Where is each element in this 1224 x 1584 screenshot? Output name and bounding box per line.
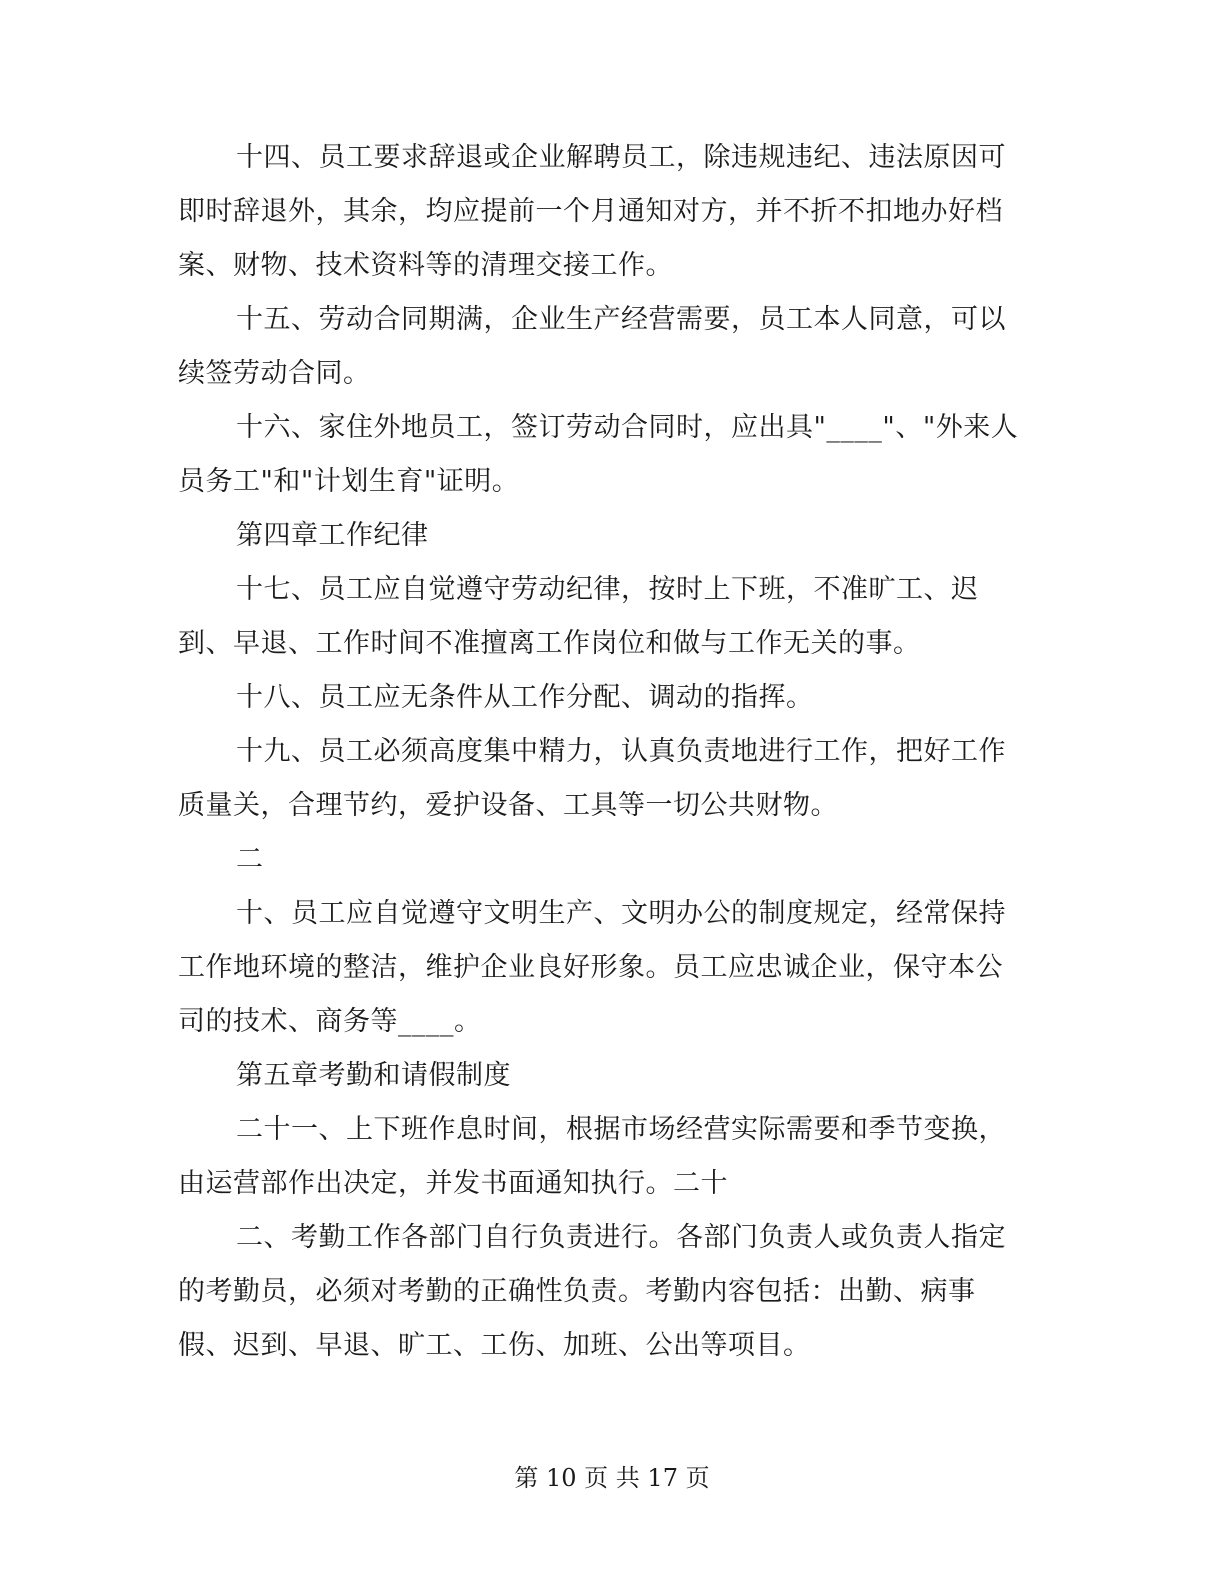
paragraph-line: 十五、劳动合同期满，企业生产经营需要，员工本人同意，可以	[236, 304, 1006, 335]
paragraph-line: 十七、员工应自觉遵守劳动纪律，按时上下班，不准旷工、迟	[236, 574, 979, 605]
paragraph-line: 到、早退、工作时间不准擅离工作岗位和做与工作无关的事。	[178, 628, 921, 659]
chapter-heading: 第四章工作纪律	[236, 520, 429, 551]
paragraph-line: 十四、员工要求辞退或企业解聘员工，除违规违纪、违法原因可	[236, 142, 1006, 173]
paragraph-line: 假、迟到、早退、旷工、工伤、加班、公出等项目。	[178, 1330, 811, 1361]
paragraph-line: 十、员工应自觉遵守文明生产、文明办公的制度规定，经常保持	[236, 898, 1006, 929]
page-number-footer: 第 10 页 共 17 页	[514, 1464, 710, 1492]
paragraph-line: 二	[236, 844, 264, 875]
paragraph-line: 续签劳动合同。	[178, 358, 371, 389]
paragraph-line: 质量关，合理节约，爱护设备、工具等一切公共财物。	[178, 790, 838, 821]
paragraph-line: 十六、家住外地员工，签订劳动合同时，应出具"____"、"外来人	[236, 412, 1019, 443]
paragraph-line: 员务工"和"计划生育"证明。	[178, 466, 520, 497]
paragraph-line: 二、考勤工作各部门自行负责进行。各部门负责人或负责人指定	[236, 1222, 1006, 1253]
paragraph-line: 即时辞退外，其余，均应提前一个月通知对方，并不折不扣地办好档	[178, 196, 1003, 227]
paragraph-line: 工作地环境的整洁，维护企业良好形象。员工应忠诚企业，保守本公	[178, 952, 1003, 983]
paragraph-line: 由运营部作出决定，并发书面通知执行。二十	[178, 1168, 728, 1199]
paragraph-line: 二十一、上下班作息时间，根据市场经营实际需要和季节变换，	[236, 1114, 1006, 1145]
paragraph-line: 的考勤员，必须对考勤的正确性负责。考勤内容包括：出勤、病事	[178, 1276, 976, 1307]
paragraph-line: 十九、员工必须高度集中精力，认真负责地进行工作，把好工作	[236, 736, 1006, 767]
paragraph-line: 案、财物、技术资料等的清理交接工作。	[178, 250, 673, 281]
paragraph-line: 司的技术、商务等____。	[178, 1006, 482, 1037]
chapter-heading: 第五章考勤和请假制度	[236, 1060, 511, 1091]
paragraph-line: 十八、员工应无条件从工作分配、调动的指挥。	[236, 682, 814, 713]
